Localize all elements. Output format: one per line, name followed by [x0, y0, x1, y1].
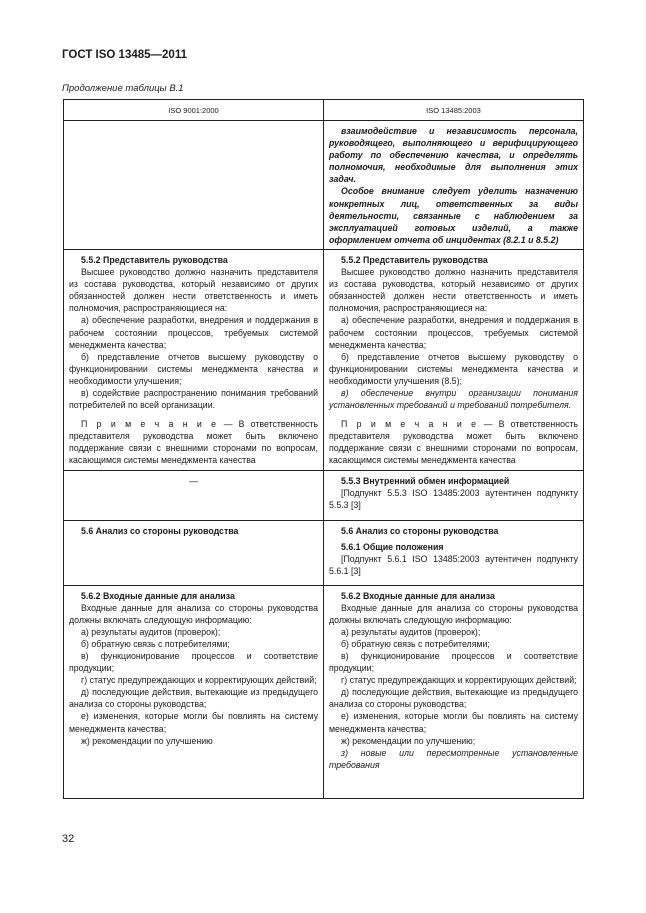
table-row — [64, 470, 584, 520]
cell-right — [324, 520, 584, 585]
section-title: 5.5.2 Представитель руководства — [81, 254, 228, 265]
comparison-table — [63, 99, 584, 799]
list-item: г) статус предупреждающих и корректирующих действий; — [81, 675, 317, 686]
list-item: ж) рекомендации по улучшению; — [341, 735, 476, 746]
dash-placeholder: — — [189, 475, 198, 486]
column-header-iso13485: ISO 13485:2003 — [324, 100, 584, 121]
list-item: б) обратную связь с потребителями; — [81, 638, 230, 649]
cell-right — [324, 121, 584, 250]
cell-left-empty — [64, 121, 324, 250]
text-paragraph: [Подпункт 5.6.1 ISO 13485:2003 аутентичен подпункту 5.6.1 [3] — [329, 553, 578, 576]
list-item: б) представление отчетов высшему руководству о функционировании системы менеджмента качества и необходимости улучшения (8.5); — [329, 351, 578, 386]
section-title: 5.6.2 Входные данные для анализа — [81, 590, 235, 601]
cell-right — [324, 585, 584, 798]
list-item: в) функционирование процессов и соответствие продукции; — [329, 651, 578, 674]
list-item: а) результаты аудитов (проверок); — [81, 626, 221, 637]
note — [69, 418, 318, 466]
text-paragraph: Входные данные для анализа со стороны руководства должны включать следующую информацию: — [69, 602, 318, 625]
cell-left — [64, 470, 324, 520]
text-paragraph: Входные данные для анализа со стороны руководства должны включать следующую информацию: — [329, 602, 578, 625]
cell-left — [64, 249, 324, 470]
table-row — [64, 585, 584, 798]
section-title: 5.6 Анализ со стороны руководства — [81, 525, 239, 536]
text-paragraph: [Подпункт 5.5.3 ISO 13485:2003 аутентичен подпункту 5.5.3 [3] — [329, 487, 578, 510]
cell-left — [64, 520, 324, 585]
list-item: а) обеспечение разработки, внедрения и поддержания в рабочем состоянии процессов, требуемых системой менеджмента качества; — [329, 315, 578, 350]
section-title: 5.5.3 Внутренний обмен информацией — [341, 475, 510, 486]
text-paragraph: Высшее руководство должно назначить представителя из состава руководства, который независимо от других обязанностей должен нести ответственность и иметь полномочия, распространяющиеся на: — [329, 267, 578, 314]
section-title: 5.6.2 Входные данные для анализа — [341, 590, 495, 601]
document-id: ГОСТ ISO 13485—2011 — [62, 49, 187, 61]
table-row — [64, 121, 584, 250]
list-item: з) новые или пересмотренные установленные требования — [329, 747, 578, 770]
subsection-title: 5.6.1 Общие положения — [341, 541, 444, 552]
list-item: а) обеспечение разработки, внедрения и поддержания в рабочем состоянии процессов, требуемых системой менеджмента качества; — [69, 315, 318, 350]
table-header-row — [64, 100, 584, 121]
list-item: в) содействие распространению понимания требований потребителей по всей организации. — [69, 387, 318, 411]
table-row — [64, 520, 584, 585]
list-item: б) представление отчетов высшему руководству о функционировании системы менеджмента качества и необходимости улучшения; — [69, 351, 318, 386]
note-label: П р и м е ч а н и е — [81, 419, 218, 430]
cell-right — [324, 249, 584, 470]
page-number: 32 — [62, 833, 75, 845]
table-row — [64, 249, 584, 470]
list-item: в) обеспечение внутри организации понимания установленных требований и требований потребителя. — [329, 387, 578, 411]
list-item: г) статус предупреждающих и корректирующих действий; — [341, 675, 577, 686]
note — [329, 418, 578, 466]
table-caption: Продолжение таблицы В.1 — [62, 83, 184, 94]
list-item: д) последующие действия, вытекающие из предыдущего анализа со стороны руководства; — [329, 687, 578, 710]
list-item: е) изменения, которые могли бы повлиять на систему менеджмента качества; — [329, 711, 578, 734]
list-item: е) изменения, которые могли бы повлиять на систему менеджмента качества; — [69, 711, 318, 734]
list-item: в) функционирование процессов и соответствие продукции; — [69, 651, 318, 674]
text-paragraph: Особое внимание следует уделить назначению конкретных лиц, ответственных за виды деятельности, связанные с наблюдением за эксплуатацией готовых изделий, а также оформлением отчета об инцидентах (8.2.1 и 8.5.2) — [329, 186, 578, 245]
cell-left — [64, 585, 324, 798]
text-paragraph: Высшее руководство должно назначить представителя из состава руководства, который независимо от других обязанностей должен нести ответственность и иметь полномочия, распространяющиеся на: — [69, 267, 318, 314]
section-title: 5.5.2 Представитель руководства — [341, 254, 488, 265]
text-paragraph: взаимодействие и независимость персонала, руководящего, выполняющего и верифицирующего работу по обеспечению качества, и определять полномочия, необходимые для выполнения этих задач. — [329, 126, 578, 185]
list-item: б) обратную связь с потребителями; — [341, 638, 490, 649]
note-label: П р и м е ч а н и е — [341, 419, 478, 430]
list-item: а) результаты аудитов (проверок); — [341, 626, 481, 637]
list-item: ж) рекомендации по улучшению — [81, 735, 213, 746]
note-text: — В ответственность представителя руководства может быть включено поддержание связи с внешними сторонами по вопросам, касающимся системы менеджмента качества — [329, 419, 579, 466]
cell-right — [324, 470, 584, 520]
list-item: д) последующие действия, вытекающие из предыдущего анализа со стороны руководства; — [69, 687, 318, 710]
note-text: — В ответственность представителя руководства может быть включено поддержание связи с внешними сторонами по вопросам, касающимся системы менеджмента качества — [69, 419, 319, 466]
column-header-iso9001: ISO 9001:2000 — [64, 100, 324, 121]
section-title: 5.6 Анализ со стороны руководства — [341, 525, 499, 536]
